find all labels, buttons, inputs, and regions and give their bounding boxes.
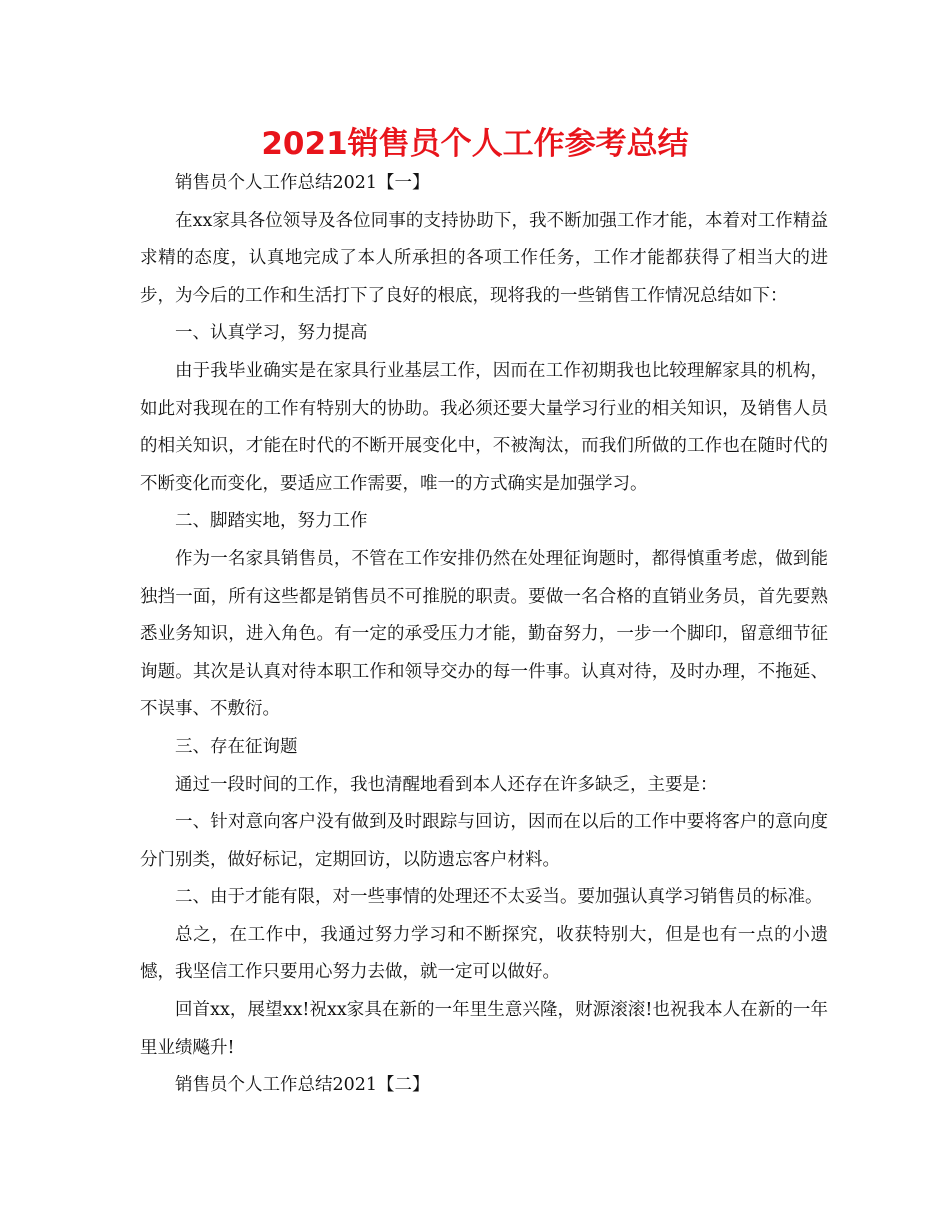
section-heading-2: 销售员个人工作总结2021【二】 — [175, 1075, 430, 1096]
paragraph-study: 由于我毕业确实是在家具行业基层工作，因而在工作初期我也比较理解家具的机构，如此对我现在的工作有特别大的协助。我必须还要大量学习行业的相关知识，及销售人员的相关知识，才能在时代的不断开展变化中，不被淘汰，而我们所做的工作也在随时代的不断变化而变化，要适应工作需要，唯一的方式确实是加强学习。 — [140, 360, 828, 494]
paragraph-intro: 在xx家具各位领导及各位同事的支持协助下，我不断加强工作才能，本着对工作精益求精的态度，认真地完成了本人所承担的各项工作任务，工作才能都获得了相当大的进步，为今后的工作和生活打下了良好的根底，现将我的一些销售工作情况总结如下： — [140, 210, 828, 306]
subheading-work: 二、脚踏实地，努力工作 — [175, 511, 368, 532]
subheading-problems: 三、存在征询题 — [175, 736, 298, 757]
section-heading-1: 销售员个人工作总结2021【一】 — [175, 173, 430, 193]
paragraph-conclusion: 总之，在工作中，我通过努力学习和不断探究，收获特别大，但是也有一点的小遗憾，我坚信工作只要用心努力去做，就一定可以做好。 — [140, 924, 828, 983]
subheading-study: 一、认真学习，努力提高 — [175, 323, 368, 344]
paragraph-outlook: 回首xx，展望xx!祝xx家具在新的一年里生意兴隆，财源滚滚!也祝我本人在新的一年里业绩飚升! — [140, 1000, 828, 1058]
paragraph-problem-1: 一、针对意向客户没有做到及时跟踪与回访，因而在以后的工作中要将客户的意向度分门别类，做好标记，定期回访，以防遗忘客户材料。 — [140, 812, 828, 870]
paragraph-work: 作为一名家具销售员，不管在工作安排仍然在处理征询题时，都得慎重考虑，做到能独挡一面，所有这些都是销售员不可推脱的职责。要做一名合格的直销业务员，首先要熟悉业务知识，进入角色。有一定的承受压力才能，勤奋努力，一步一个脚印，留意细节征询题。其次是认真对待本职工作和领导交办的每一件事。认真对待，及时办理，不拖延、不误事、不敷衍。 — [140, 548, 828, 720]
document-body — [140, 165, 828, 1105]
paragraph-problem-2: 二、由于才能有限，对一些事情的处理还不太妥当。要加强认真学习销售员的标准。 — [175, 887, 823, 908]
document-title: 2021销售员个人工作参考总结 — [261, 126, 689, 162]
paragraph-problems-intro: 通过一段时间的工作，我也清醒地看到本人还存在许多缺乏，主要是： — [175, 774, 718, 795]
